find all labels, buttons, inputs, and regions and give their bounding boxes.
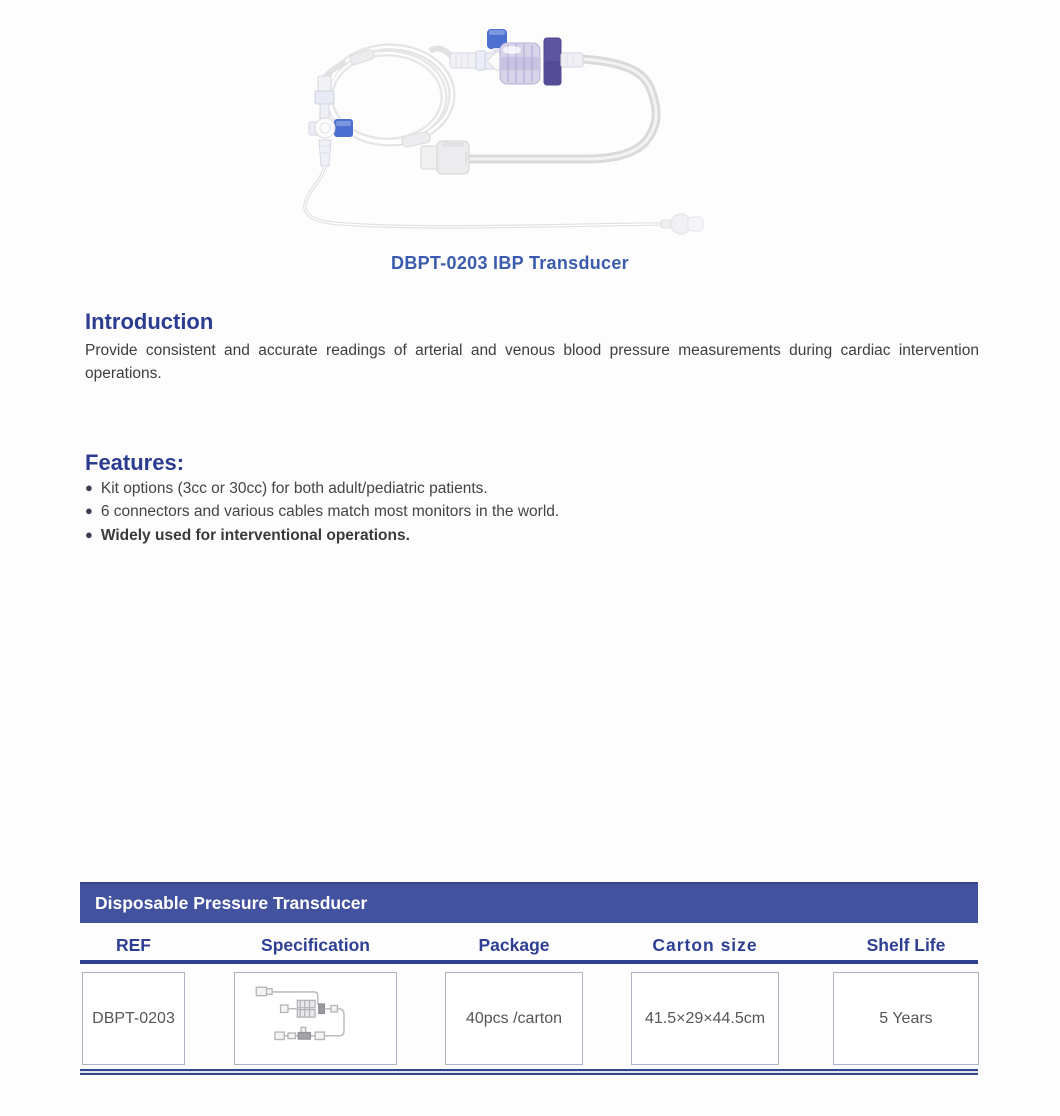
feature-text: 6 connectors and various cables match most monitors in the world.: [100, 503, 560, 521]
ibp-transducer-illustration: [290, 12, 730, 242]
column-header-specification: Specification: [261, 935, 370, 955]
column-header-ref: REF: [116, 935, 151, 955]
column-header-carton-size: Carton size: [652, 935, 758, 955]
bullet-icon: ●: [85, 480, 93, 495]
table-header-rule: [80, 960, 978, 964]
table-cell-ref: DBPT-0203: [82, 972, 185, 1065]
table-title-bar: Disposable Pressure Transducer: [80, 882, 978, 923]
transducer-kit-schematic: [241, 977, 391, 1061]
feature-text: Widely used for interventional operations.: [100, 526, 410, 544]
bullet-icon: ●: [85, 503, 93, 519]
product-caption: DBPT-0203 IBP Transducer: [391, 253, 629, 273]
introduction-heading: Introduction: [85, 309, 214, 334]
column-header-package: Package: [478, 935, 550, 955]
features-heading: Features:: [85, 450, 185, 475]
table-cell-specification: [234, 972, 397, 1065]
feature-item: [85, 500, 785, 523]
feature-item: [85, 477, 785, 500]
introduction-paragraph: Provide consistent and accurate readings of arterial and venous blood pressure measurements during cardiac intervention operations.: [85, 342, 979, 382]
column-header-shelf-life: Shelf Life: [866, 935, 946, 955]
table-cell-shelf-life: 5 Years: [833, 972, 979, 1065]
bullet-icon: ●: [85, 526, 93, 542]
pressure-line: [305, 166, 703, 234]
feature-text: Kit options (3cc or 30cc) for both adult/pediatric patients.: [100, 480, 488, 497]
features-list: [85, 477, 785, 547]
table-bottom-rule: [80, 1069, 978, 1075]
left-stopcock-assembly: [309, 76, 353, 166]
transducer-assembly: [450, 29, 583, 85]
table-cell-package: 40pcs /carton: [445, 972, 583, 1065]
table-cell-carton-size: 41.5×29×44.5cm: [631, 972, 779, 1065]
monitor-connector: [421, 141, 469, 174]
product-photo: [290, 12, 730, 242]
feature-item: [85, 524, 785, 547]
